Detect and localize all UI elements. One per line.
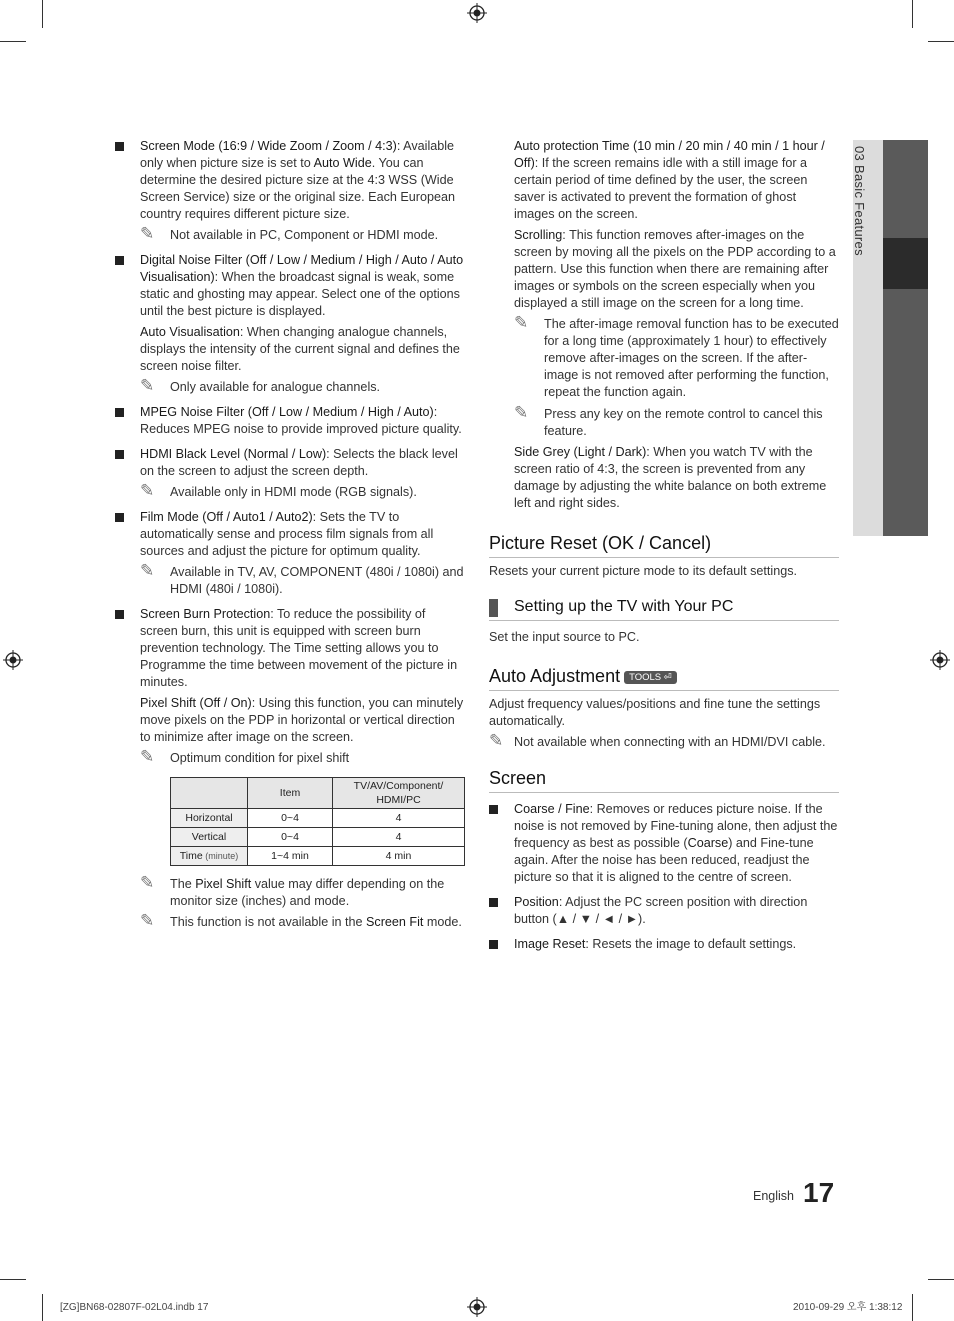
pencil-note-icon: ✎: [140, 873, 155, 893]
slug-file: [ZG]BN68-02807F-02L04.indb 17: [60, 1302, 209, 1313]
registration-mark-icon: [467, 1297, 487, 1317]
crop-mark: [928, 41, 954, 42]
screen-burn-protection-item: Screen Burn Protection: To reduce the possibility of screen burn, this unit is equipped with screen burn prevention technology. The Time setting allows you to Programme the time between movement of the picture in minutes. Pixel Shift (Off / On): Using this function, you can minutely move pixels on the PDP in horizontal or vertical direction to minimize after image on the screen. ✎ Optimum condition for pixel shift: [115, 606, 465, 767]
side-tab-marker: [883, 238, 928, 289]
hdmi-black-level-item: HDMI Black Level (Normal / Low): Selects the black level on the screen to adjust the screen depth. ✎ Available only in HDMI mode (RGB signals).: [115, 446, 465, 501]
picture-reset-text: Resets your current picture mode to its default settings.: [489, 564, 797, 578]
bullet-square-icon: [489, 805, 498, 814]
pencil-note-icon: ✎: [514, 313, 529, 333]
table-row: Time (minute) 1~4 min 4 min: [171, 847, 465, 866]
bullet-square-icon: [489, 940, 498, 949]
bullet-square-icon: [115, 256, 124, 265]
bullet-square-icon: [115, 450, 124, 459]
crop-mark: [0, 41, 26, 42]
table-row: Vertical 0~4 4: [171, 828, 465, 847]
note: ✎ Press any key on the remote control to cancel this feature.: [514, 403, 823, 438]
digital-noise-filter-item: Digital Noise Filter (Off / Low / Medium / High / Auto / Auto Visualisation): When the broadcast signal is weak, some static and ghosting may appear. Select one of the options until the best picture is displayed. Auto Visualisation: When changing analogue channels, displays the intensity of the current signal and defines the screen noise filter. ✎ Only available for analogue channels.: [115, 252, 465, 396]
pencil-note-icon: ✎: [140, 911, 155, 931]
pencil-note-icon: ✎: [140, 747, 155, 767]
pencil-note-icon: ✎: [489, 731, 504, 751]
screen-mode-item: Screen Mode (16:9 / Wide Zoom / Zoom / 4:3): Available only when picture size is set to Auto Wide. You can determine the desired picture size at the 4:3 WSS (Wide Screen Service) size or the original size. Each European country requires different picture size. ✎ Not available in PC, Component or HDMI mode.: [115, 138, 465, 244]
screen-heading: Screen: [489, 767, 839, 793]
registration-mark-icon: [3, 650, 23, 670]
page-number: 17: [803, 1177, 835, 1208]
note: ✎ Not available when connecting with an HDMI/DVI cable.: [489, 731, 826, 751]
tools-return-icon: ⏎: [663, 672, 672, 683]
table-header: TV/AV/Component/ HDMI/PC: [333, 778, 465, 809]
pixel-shift-table: [170, 777, 465, 866]
screen-mode-title: Screen Mode (16:9 / Wide Zoom / Zoom / 4:3): [140, 139, 397, 153]
film-mode-item: Film Mode (Off / Auto1 / Auto2): Sets the TV to automatically sense and process film signals from all sources and adjust the picture for optimum quality. ✎ Available in TV, AV, COMPONENT (480i / 1080i) and HDMI (480i / 1080i).: [115, 509, 465, 598]
crop-mark: [0, 1279, 26, 1280]
table-header: [171, 778, 248, 809]
pencil-note-icon: ✎: [140, 561, 155, 581]
note: ✎ Available only in HDMI mode (RGB signals).: [140, 481, 417, 501]
pencil-note-icon: ✎: [140, 224, 155, 244]
image-reset-item: Image Reset: Resets the image to default settings.: [489, 936, 839, 953]
position-item: Position: Adjust the PC screen position with direction button (▲ / ▼ / ◄ / ►).: [489, 894, 839, 928]
setup-pc-heading: Setting up the TV with Your PC: [489, 597, 839, 621]
footer-language: English: [753, 1189, 794, 1203]
pencil-note-icon: ✎: [140, 376, 155, 396]
auto-adjustment-text: Adjust frequency values/positions and fine tune the settings automatically.: [489, 697, 821, 728]
coarse-fine-item: Coarse / Fine: Removes or reduces picture noise. If the noise is not removed by Fine-tuning alone, then adjust the frequency as best as possible (Coarse) and Fine-tune again. After the noise has been reduced, readjust the picture so that it is aligned to the centre of screen.: [489, 801, 839, 886]
note: ✎ The after-image removal function has to be executed for a long time (approximately 1 hour) to effectively remove after-images on the screen. If the after-image is not removed after performing the function, repeat the function again.: [514, 313, 839, 399]
note: ✎ Optimum condition for pixel shift: [140, 747, 350, 767]
scrolling: Scrolling: This function removes after-images on the screen by moving all the pixels on the PDP according to a pattern. Use this function when there are remaining after images or symbols on the screen especially when you displayed a still image on the screen for a long time.: [514, 228, 836, 310]
table-header: Item: [248, 778, 333, 809]
bullet-square-icon: [115, 513, 124, 522]
bullet-square-icon: [115, 142, 124, 151]
crop-mark: [42, 0, 43, 28]
bullet-square-icon: [115, 610, 124, 619]
note: ✎ Available in TV, AV, COMPONENT (480i / 1080i) and HDMI (480i / 1080i).: [140, 561, 464, 596]
registration-mark-icon: [930, 650, 950, 670]
left-column: [115, 138, 465, 935]
note: ✎ The Pixel Shift value may differ depending on the monitor size (inches) and mode.: [140, 873, 445, 908]
right-column: [489, 138, 839, 961]
table-row: Horizontal 0~4 4: [171, 809, 465, 828]
crop-mark: [928, 1279, 954, 1280]
auto-adjustment-heading: Auto Adjustment TOOLS ⏎: [489, 665, 839, 691]
crop-mark: [912, 1294, 913, 1321]
setup-pc-text: Set the input source to PC.: [489, 630, 640, 644]
chapter-label: 03 Basic Features: [852, 146, 867, 256]
tools-badge: TOOLS ⏎: [624, 671, 677, 684]
note: ✎ Only available for analogue channels.: [140, 376, 381, 396]
mpeg-noise-filter-item: MPEG Noise Filter (Off / Low / Medium / High / Auto): Reduces MPEG noise to provide improved picture quality.: [115, 404, 465, 438]
auto-protection-time: Auto protection Time (10 min / 20 min / 40 min / 1 hour / Off): If the screen remains idle with a still image for a certain period of time defined by the user, the screen saver is activated to prevent the formation of ghost images on the screen.: [514, 139, 825, 221]
side-grey: Side Grey (Light / Dark): When you watch TV with the screen ratio of 4:3, the screen is prevented from any damage by adjusting the white balance on both extreme left and right sides.: [514, 445, 827, 510]
note: ✎ Not available in PC, Component or HDMI mode.: [140, 224, 439, 244]
pencil-note-icon: ✎: [140, 481, 155, 501]
pencil-note-icon: ✎: [514, 403, 529, 423]
crop-mark: [42, 1294, 43, 1321]
registration-mark-icon: [467, 3, 487, 23]
bullet-square-icon: [115, 408, 124, 417]
bullet-square-icon: [489, 898, 498, 907]
side-tab-dark: [883, 140, 928, 536]
picture-reset-heading: Picture Reset (OK / Cancel): [489, 532, 839, 558]
note: ✎ This function is not available in the Screen Fit mode.: [140, 911, 462, 931]
crop-mark: [912, 0, 913, 28]
slug-timestamp: 2010-09-29 오후 1:38:12: [793, 1302, 903, 1313]
heading-bar-icon: [489, 599, 498, 617]
